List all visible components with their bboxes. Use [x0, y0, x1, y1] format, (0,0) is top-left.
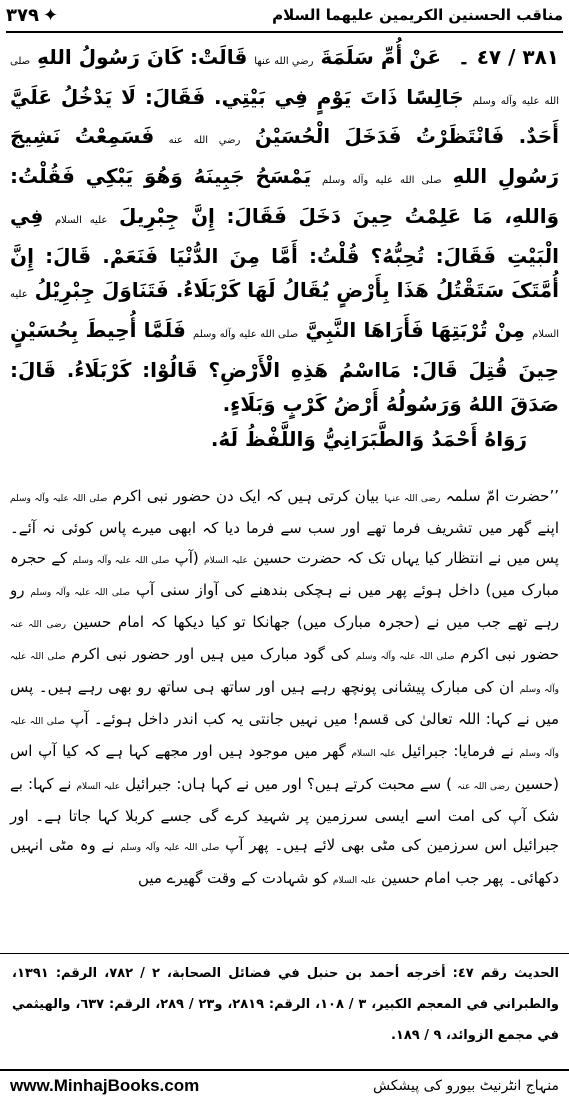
urdu-segment: ’’حضرت امّ سلمہ [445, 487, 559, 505]
honorific: رضی اللہ عنہ [456, 781, 510, 792]
page-number-ornament: ✦ [42, 4, 59, 26]
urdu-segment: نے کہا: بے شک آپ کی امت اسے ایسی سرزمین پر شہید کرے گی جسے کربلا کہا جاتا ہے۔ اور جبرائیل اس سرزمین کی مٹی بھی لائے ہیں۔ پھر آپ [10, 774, 559, 855]
urdu-segment: ان کی مبارک پیشانی پونچھ رہے ہیں اور ساتھ ہی ساتھ رو بھی رہے ہیں۔ پس میں نے کہا: اللہ تعالیٰ کی قسم! میں نہیں جانتی یہ کب اندر داخل ہوئے۔ آپ [10, 677, 559, 729]
arabic-segment: عَنْ أُمِّ سَلَمَةَ [320, 45, 441, 69]
urdu-segment: (آپ [174, 548, 199, 567]
arabic-hadith-text [10, 40, 559, 480]
honorific: صلی اللہ علیہ وآلہ وسلم [72, 555, 170, 566]
page-number [6, 5, 58, 26]
page-number-value: ٣٧٩ [6, 4, 39, 26]
urdu-segment: اپنے گھر میں تشریف فرما تھے اور سب سے فرما دیا کہ ابھی میرے پاس کوئی نہ آئے۔ پس میں نے انتظار کیا یہاں تک کہ حضرت حسین [10, 519, 559, 567]
honorific: صلی اللہ علیہ وآلہ وسلم [120, 843, 220, 854]
urdu-segment: نے فرمایا: جبرائیل [401, 742, 514, 761]
footnote: الحديث رقم ٤٧: أخرجه أحمد بن حنبل في فضائل الصحابة، ٢ / ٧٨٢، الرقم: ١٣٩١، والطبراني في المعجم الكبير، ٣ / ١٠٨، الرقم: ٢٨١٩، و٢٣ / ٢٨٩، الرقم: ٦٣٧، والهيثمي في مجمع الزوائد، ٩ / ١٨٩. [12, 966, 559, 1043]
honorific: صلى الله عليه وآله وسلم [10, 56, 559, 107]
honorific: رضي الله عنها [254, 56, 314, 67]
urdu-translation [10, 482, 559, 934]
honorific: عليه السلام [10, 289, 560, 340]
page-footer [10, 1074, 559, 1098]
honorific: صلى الله عليه وآله وسلم [193, 328, 299, 340]
honorific: علیہ السلام [204, 555, 248, 566]
honorific: صلی اللہ علیہ وآلہ وسلم [10, 717, 559, 760]
honorific: صلى الله عليه وآله وسلم [322, 175, 442, 187]
page-header [6, 2, 563, 28]
honorific: صلی اللہ علیہ وآلہ وسلم [355, 652, 455, 663]
publisher-credit: منہاج انٹرنیٹ بیورو کی پیشکش [372, 1078, 559, 1094]
urdu-segment: ) سے محبت کرتے ہیں؟ اور میں نے کہا ہاں: جبرائیل [125, 774, 452, 793]
arabic-segment: فَسَمِعْتُ نَشِيجَ رَسُولِ اللهِ [10, 124, 560, 189]
honorific: علیہ السلام [332, 875, 377, 886]
honorific: رضي الله عنه [168, 135, 241, 147]
arabic-segment: يَمْسَحُ جَبِينَهُ وَهُوَ يَبْكِي فَقُلْتُ: وَاللهِ، مَا عَلِمْتُ حِينَ دَخَلَ فَقَالَ: إِنَّ جِبْرِيلَ [10, 164, 560, 228]
urdu-segment: گھر میں موجود ہیں اور مجھے کہا ہے کہ کیا آپ اس (حسین [10, 742, 559, 793]
honorific: صلی اللہ علیہ وآلہ وسلم [10, 652, 559, 695]
website-link[interactable]: www.MinhajBooks.com [10, 1076, 200, 1095]
urdu-segment: بیان کرتی ہیں کہ ایک دن حضور نبی اکرم [112, 487, 380, 505]
honorific: رضی اللہ عنہ [10, 620, 66, 631]
urdu-segment: کو شہادت کے وقت گھیرے میں [137, 868, 329, 887]
arabic-segment: جَالِسًا ذَاتَ يَوْمٍ فِي بَيْتِي. فَقَالَ: لَا يَدْخُلُ عَلَيَّ أَحَدٌ. فَانْتَظَرْتُ فَدَخَلَ الْحُسَيْنُ [10, 84, 559, 149]
honorific: صلی اللہ علیہ وآلہ وسلم [30, 587, 131, 598]
honorific: علیہ السلام [351, 749, 396, 760]
honorific: رضی اللہ عنہا [384, 494, 441, 504]
running-title: مناقب الحسنين الكريمين عليهما السلام [272, 6, 563, 24]
urdu-segment: کے حجرہ مبارک میں) داخل ہوئے پھر میں نے ہچکی بندھنے کی آواز سنی آپ [10, 548, 559, 599]
urdu-segment: رو رہے تھے جب میں نے (حجرہ مبارک میں) جھانکا تو کیا دیکھا کہ امام حسین [10, 580, 559, 632]
urdu-segment: نے وہ مٹی انہیں دکھائی۔ پھر جب امام حسین [10, 836, 559, 887]
narration-attribution: رَوَاهُ أَحْمَدُ وَالطَّبَرَانِيُّ وَاللَّفْظُ لَهُ. [210, 427, 527, 452]
footer-rule [0, 1069, 569, 1071]
footnote-rule [0, 953, 569, 954]
arabic-segment: مِنْ تُرْبَتِهَا فَأَرَاهَا النَّبِيَّ [305, 317, 525, 342]
honorific: علیہ السلام [76, 781, 121, 792]
honorific: عليه السلام [54, 214, 108, 226]
arabic-segment: قَالَتْ: كَانَ رَسُولُ اللهِ [37, 45, 248, 69]
honorific: صلی اللہ علیہ وآلہ وسلم [10, 494, 108, 504]
arabic-segment: فَلَمَّا أُحِيطَ بِحُسَيْنٍ حِينَ قُتِلَ قَالَ: مَااسْمُ هَذِهِ الْأَرْضِ؟ قَالُوْا: كَرْبَلَاءُ. قَالَ: صَدَقَ اللهُ وَرَسُولُهُ أَرْضُ كَرْبٍ وَبَلَاءٍ. [10, 317, 559, 417]
hadith-number: ٣٨١ / ٤٧ ۔ [457, 45, 560, 69]
arabic-segment: فِي الْبَيْتِ فَقَالَ: تُحِبُّهُ؟ قُلْتُ: أَمَّا مِنَ الدُّنْيَا فَنَعَمْ. قَالَ: إِنَّ أُمَّتَکَ سَتَقْتُلُ هَذَا بِأَرْضٍ يُقَالُ لَهَا كَرْبَلَاءُ. فَتَنَاوَلَ جِبْرِيْلُ [10, 203, 559, 303]
urdu-segment: حضور نبی اکرم [460, 645, 559, 664]
header-rule [6, 31, 563, 33]
urdu-segment: کی گود مبارک میں ہیں اور حضور نبی اکرم [71, 645, 351, 664]
